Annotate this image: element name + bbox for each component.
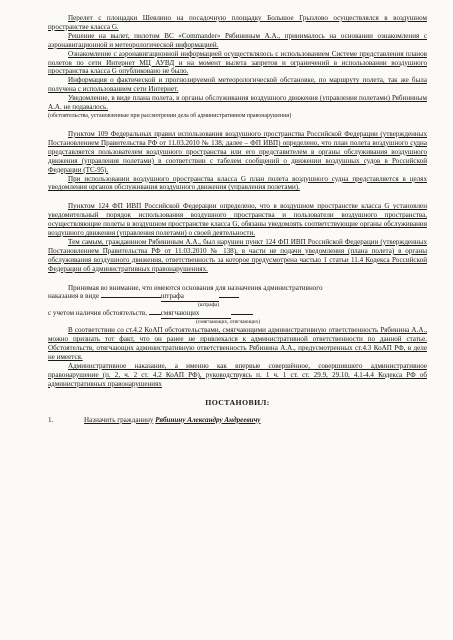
paragraph-violation: Тем самым, гражданином Рябининым А.А., был нарушен пункт 124 ФП ИВП Российской Федерации (утвержденных Постановлением Правительства РФ от 11.03.2010 № 138), в части не подачи уведомления (плана полета) в органы обслуживания воздушного движения, ответственность за которое предусмотрена частью 1 статьи 11.4 Кодекса Российской Федерации об административных правонарушениях. bbox=[48, 237, 427, 273]
circumstances-blank bbox=[149, 314, 161, 315]
circumstances-row bbox=[48, 309, 427, 326]
paragraph-weather-info: Информация о фактической и прогнозируемой метеорологической обстановке, по маршруту полета, так же была получена с использованием сети Интернет. bbox=[48, 76, 427, 94]
penalty-prefix: наказания в виде bbox=[48, 292, 100, 301]
penalty-blank-end bbox=[219, 297, 239, 298]
paragraph-mitigating: В соответствии со ст.4.2 КоАП обстоятельствами, смягчающими административную ответственность Рябинина А.А., можно признать тот факт, что он ранее не привлекался к административной ответственности по данной статье. Обстоятельств, отягчающих административную ответственность Рябинина А.А., предусмотренных ст.4.3 КоАП РФ, в деле не имеется. bbox=[48, 326, 427, 361]
paragraph-familiarization: Ознакомление с аэронавигационной информацией осуществлялось с использованием Системе представления планов полетов по сети Интернет МЦ АУВД и на момент вылета запретов и ограничений в использовании воздушного пространства класса G опубликовано не было. bbox=[48, 49, 427, 76]
item-person-name: Рябинину Александру Андреевичу bbox=[155, 415, 261, 424]
paragraph-decision-basis: Решение на вылет, пилотом ВС «Commander» Рябининым А.А., принималось на основании ознакомления с аэронавигационной и метеорологической информацией. bbox=[48, 31, 427, 49]
paragraph-penalty-basis: Административное наказание, а именно как впервые совершённое, совершившего административное правонарушение (п. 2, ч. 2 ст. 4.2 КоАП РФ), руководствуясь п. 1 ч. 1 ст. ст. 29.9, 29.10, 4.1-4.4 Кодекса РФ об административных правонарушениях bbox=[48, 361, 427, 388]
decision-title: ПОСТАНОВИЛ: bbox=[205, 397, 270, 407]
item-text: Назначить гражданину bbox=[84, 415, 154, 424]
paragraph-grounds-intro: Принимая во внимание, что имеются основания для назначения административного bbox=[68, 283, 323, 292]
paragraph-clause-124: Пунктом 124 ФП ИВП Российской Федерации определено, что в воздушном пространстве класса G установлен уведомительный порядок использования воздушного пространства и пользователи воздушного пространства, осуществляющие полеты в воздушном пространстве класса G, обязаны уведомлять соответствующие органы обслуживания воздушного движения (управления полетами) о своей деятельности. bbox=[48, 202, 427, 238]
paragraph-clause-109: Пунктом 109 Федеральных правил использования воздушного пространства Российской Федерации (утвержденных Постановлением Правительства РФ от 11.03.2010 № 138, далее – ФП ИВП) определено, что план полета воздушного судна представляется пользователем воздушного пространства или его представителем в органы обслуживания воздушного движения (управления полетами) в соответствии с табелем сообщений о движении воздушных судов в Российской Федерации (ТС-95). bbox=[48, 129, 427, 174]
note-established-circumstances: (обстоятельства, установленные при рассмотрении дела об административном правонарушении) bbox=[48, 112, 292, 119]
circumstances-prefix: с учетом наличия обстоятельств, bbox=[48, 309, 147, 318]
circumstances-blank-end bbox=[231, 314, 253, 315]
item-number: 1. bbox=[48, 415, 54, 424]
penalty-value: штрафа bbox=[161, 292, 219, 302]
circumstances-caption: (смягчающих, отягчающих) bbox=[196, 319, 261, 326]
decision-item-1 bbox=[48, 416, 427, 425]
penalty-row bbox=[48, 292, 427, 309]
paragraph-class-g-plan: При использовании воздушного пространства класса G план полета воздушного судна представляется в целях уведомления органов обслуживания воздушного движения (управления полетами). bbox=[48, 174, 427, 192]
penalty-blank bbox=[101, 297, 161, 298]
paragraph-notice-not-filed: Уведомление, в виде плана полета, в органы обслуживания воздушного движения (управления полетами) Рябининым А.А. не подавалось. bbox=[48, 94, 427, 112]
paragraph-transfer: Перелет с площадки Шевлино на посадочную площадку Большое Грызлово осуществлялся в воздушном пространстве класса G. bbox=[48, 14, 427, 31]
penalty-caption: (штрафа) bbox=[198, 302, 220, 309]
circumstances-value: смягчающих bbox=[161, 309, 231, 319]
